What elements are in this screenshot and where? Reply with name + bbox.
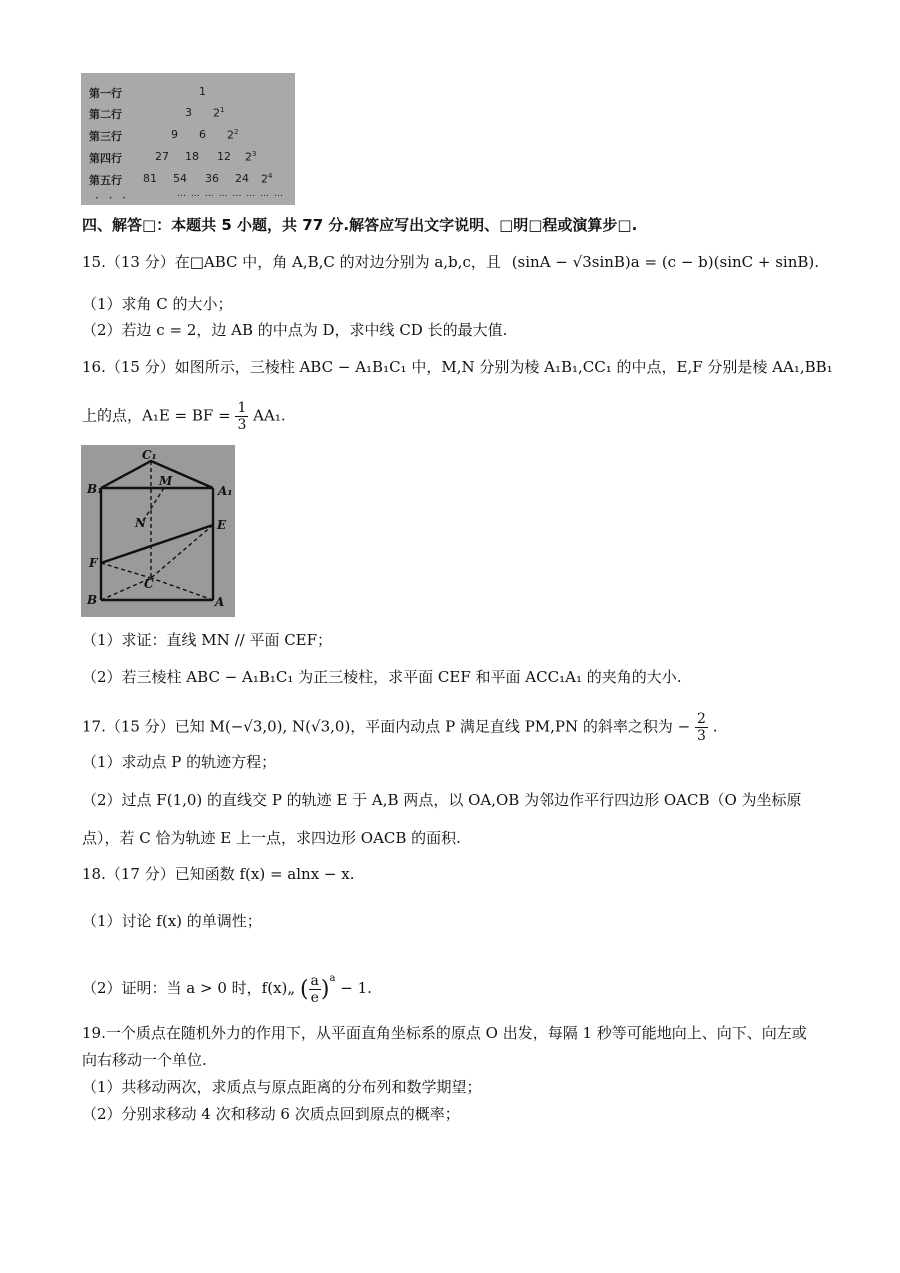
paren-right: ) [320, 977, 330, 1002]
label-C: C [144, 577, 154, 591]
exponent: a [329, 973, 336, 984]
q19-line1: 19.一个质点在随机外力的作用下，从平面直角坐标系的原点 O 出发，每隔 1 秒等可能地向上、向下、向左或 [82, 1024, 807, 1042]
q17-line1-suffix: . [712, 717, 718, 736]
fraction: $\frac{2}{3}$ [697, 711, 706, 744]
label-A1: A₁ [218, 484, 233, 498]
table-cell: $2^3$ [245, 150, 257, 164]
table-cell: 9 [171, 128, 178, 141]
fraction: $\frac{a}{e}$ [310, 972, 319, 1006]
table-cell: 12 [217, 150, 231, 163]
q16-line2 [82, 400, 286, 433]
label-F: F [89, 556, 98, 570]
q15-part2: （2）若边 c = 2，边 AB 的中点为 D，求中线 CD 长的最大值. [82, 321, 508, 339]
label-B1: B₁ [87, 482, 103, 496]
table-cell: $2^1$ [213, 106, 225, 120]
q17-part2-line1: （2）过点 F(1,0) 的直线交 P 的轨迹 E 于 A,B 两点，以 OA,OB 为邻边作平行四边形 OACB（O 为坐标原 [82, 791, 802, 809]
label-C1: C₁ [142, 448, 157, 462]
q18-part2-prefix: （2）证明：当 a > 0 时，f(x)„ [82, 979, 296, 997]
q15-intro [82, 252, 819, 272]
q18-intro: 18.（17 分）已知函数 f(x) = alnx − x. [82, 865, 355, 883]
row-label: 第二行 [89, 108, 122, 121]
triangular-prism-figure [81, 445, 235, 617]
table-cell: $2^4$ [261, 172, 273, 186]
table-cell: 36 [205, 172, 219, 185]
row-label: 第三行 [89, 130, 122, 143]
table-cell: 1 [199, 85, 206, 98]
table-cell: 18 [185, 150, 199, 163]
table-cell: 54 [173, 172, 187, 185]
row-label: 第五行 [89, 174, 122, 187]
label-N: N [135, 516, 146, 530]
number-triangle-figure [81, 73, 295, 205]
q16-line2-prefix: 上的点，A₁E = BF = [82, 406, 231, 425]
row-label: 第一行 [89, 87, 122, 100]
q19-line2: 向右移动一个单位. [82, 1051, 207, 1069]
q17-part1: （1）求动点 P 的轨迹方程； [82, 753, 277, 771]
label-B: B [87, 593, 98, 607]
row-label: 第四行 [89, 152, 122, 165]
label-M: M [159, 474, 173, 488]
q18-part2 [82, 969, 372, 1006]
table-cell: 81 [143, 172, 157, 185]
table-continuation: … … … … … … … … [177, 189, 285, 199]
q18-part2-suffix: − 1. [340, 979, 372, 997]
q15-formula: (sinA − √3sinB)a = (c − b)(sinC + sinB). [511, 253, 820, 271]
table-cell: 3 [185, 106, 192, 119]
table-cell: 6 [199, 128, 206, 141]
q17-line1-prefix: 17.（15 分）已知 M(−√3,0), N(√3,0)，平面内动点 P 满足直线 PM,PN 的斜率之积为 − [82, 717, 691, 736]
table-cell: $2^2$ [227, 128, 239, 142]
q16-line1: 16.（15 分）如图所示，三棱柱 ABC − A₁B₁C₁ 中，M,N 分别为棱 A₁B₁,CC₁ 的中点，E,F 分别是棱 AA₁,BB₁ [82, 358, 833, 376]
fraction: $\frac{1}{3}$ [237, 400, 247, 433]
q17-line1 [82, 711, 718, 744]
q15-intro-text: 15.（13 分）在□ABC 中，角 A,B,C 的对边分别为 a,b,c，且 [82, 253, 501, 271]
label-A: A [215, 595, 225, 609]
q17-part2-line2: 点），若 C 恰为轨迹 E 上一点，求四边形 OACB 的面积. [82, 829, 461, 847]
table-ellipsis: · · · [95, 191, 130, 205]
label-E: E [217, 518, 227, 532]
q19-part1: （1）共移动两次，求质点与原点距离的分布列和数学期望； [82, 1078, 482, 1096]
paren-left: ( [299, 977, 309, 1002]
q18-part1: （1）讨论 f(x) 的单调性； [82, 912, 262, 930]
table-cell: 24 [235, 172, 249, 185]
table-cell: 27 [155, 150, 169, 163]
q15-part1: （1）求角 C 的大小； [82, 295, 233, 313]
section-heading: 四、解答□：本题共 5 小题，共 77 分.解答应写出文字说明、□明□程或演算步□. [82, 216, 638, 234]
q16-part1: （1）求证：直线 MN // 平面 CEF； [82, 631, 333, 649]
q16-part2: （2）若三棱柱 ABC − A₁B₁C₁ 为正三棱柱，求平面 CEF 和平面 ACC₁A₁ 的夹角的大小. [82, 668, 682, 686]
q19-part2: （2）分别求移动 4 次和移动 6 次质点回到原点的概率； [82, 1105, 460, 1123]
q16-line2-suffix: AA₁. [253, 406, 286, 425]
